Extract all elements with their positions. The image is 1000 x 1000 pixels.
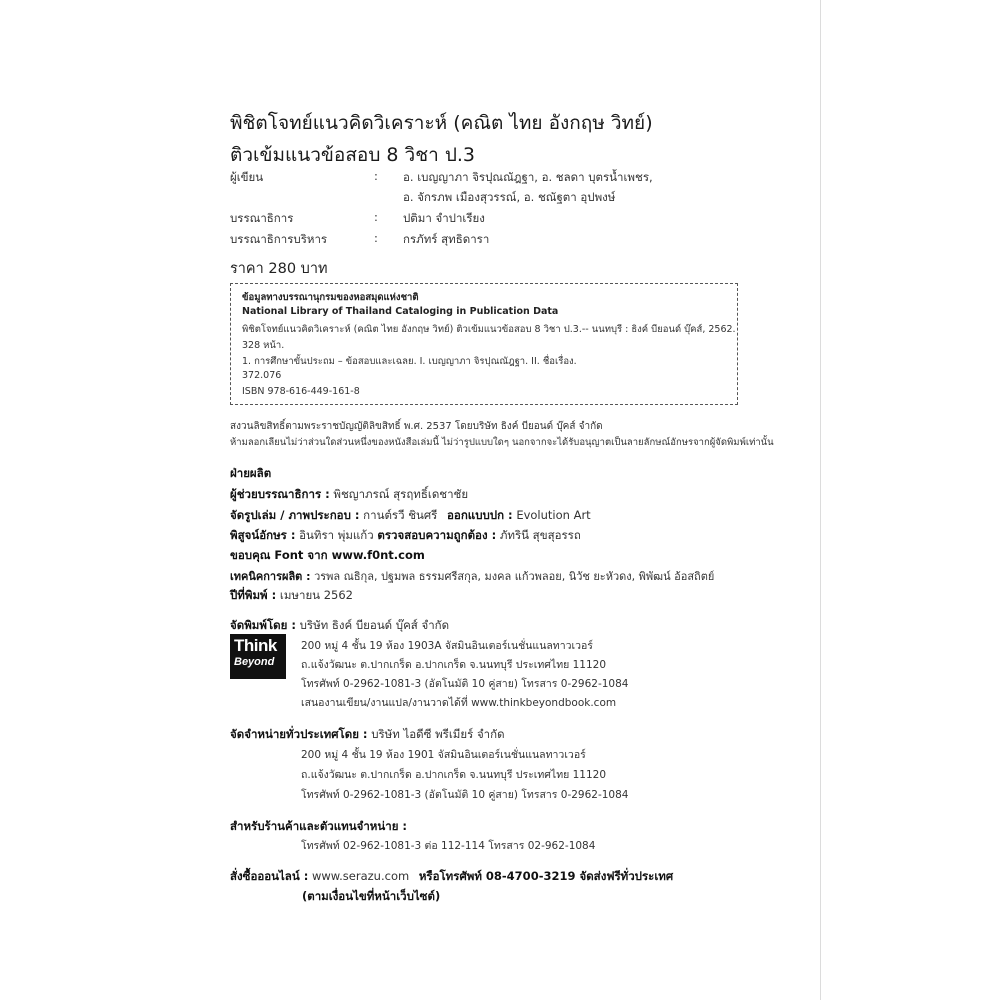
publisher-label: จัดพิมพ์โดย :: [230, 618, 296, 632]
distributor-phone: โทรศัพท์ 0-2962-1081-3 (อัตโนมัติ 10 คู่สาย) โทรสาร 0-2962-1084: [301, 789, 629, 801]
layout-value: กานต์รวี ชินศรี: [363, 508, 438, 522]
asst-editor-value: พิชญาภรณ์ สุรฤทธิ์เดชาชัย: [333, 487, 469, 501]
cip-line-2: 328 หน้า.: [242, 340, 285, 351]
asst-editor-label: ผู้ช่วยบรรณาธิการ :: [230, 487, 330, 501]
proof-row: [230, 527, 581, 545]
retail-row: [230, 818, 407, 836]
publisher-submit-info: เสนองานเขียน/งานแปล/งานวาดได้ที่ www.thinkbeyondbook.com: [301, 697, 617, 709]
layout-label: จัดรูปเล่ม / ภาพประกอบ :: [230, 508, 360, 522]
online-phone: หรือโทรศัพท์ 08-4700-3219 จัดส่งฟรีทั่วประเทศ: [418, 869, 674, 883]
cip-line-3: 1. การศึกษาขั้นประถม – ข้อสอบและเฉลย. I. เบญญาภา จิรปุณณัฎฐา. II. ชื่อเรื่อง.: [242, 356, 577, 367]
authors-line-2: อ. จักรภพ เมืองสุวรรณ์, อ. ชณัฐตา อุปพงษ์: [403, 190, 616, 204]
year-label: ปีที่พิมพ์ :: [230, 588, 277, 602]
exec-editor-separator: :: [374, 231, 378, 245]
distributor-row: [230, 726, 505, 744]
tech-label: เทคนิคการผลิต :: [230, 570, 311, 583]
online-note: (ตามเงื่อนไขที่หน้าเว็บไซต์): [302, 889, 441, 903]
online-row: [230, 868, 673, 886]
authors-label: ผู้เขียน: [230, 170, 264, 184]
editor-separator: :: [374, 210, 378, 224]
publisher-name: บริษัท ธิงค์ บียอนด์ บุ๊คส์ จำกัด: [299, 618, 450, 632]
cover-label: ออกแบบปก :: [447, 508, 513, 522]
font-thanks: ขอบคุณ Font จาก www.f0nt.com: [230, 548, 425, 562]
retail-label: สำหรับร้านค้าและตัวแทนจำหน่าย :: [230, 819, 408, 833]
check-label: ตรวจสอบความถูกต้อง :: [377, 528, 497, 542]
year-row: [230, 587, 353, 605]
copyright-line-2: ห้ามลอกเลียนไม่ว่าส่วนใดส่วนหนึ่งของหนังสือเล่มนี้ ไม่ว่ารูปแบบใดๆ นอกจากจะได้รับอนุญาตเป็นลายลักษณ์อักษรจากผู้จัดพิมพ์เท่านั้น: [230, 437, 774, 448]
editor-row: [230, 210, 690, 226]
publisher-address-1: 200 หมู่ 4 ชั้น 19 ห้อง 1903A จัสมินอินเตอร์เนชั่นแนลทาวเวอร์: [301, 640, 593, 652]
editor-value: ปติมา จำปาเรียง: [403, 211, 485, 225]
proof-label: พิสูจน์อักษร :: [230, 528, 296, 542]
authors-row: [230, 169, 690, 185]
retail-phone: โทรศัพท์ 02-962-1081-3 ต่อ 112-114 โทรสาร 02-962-1084: [301, 840, 596, 852]
exec-editor-label: บรรณาธิการบริหาร: [230, 232, 328, 246]
logo-text-think: Think: [234, 636, 277, 655]
cover-value: Evolution Art: [516, 508, 591, 522]
tech-row: [230, 567, 714, 585]
authors-line-1: อ. เบญญาภา จิรปุณณัฎฐา, อ. ชลดา บุตรน้ำเพชร,: [403, 170, 653, 184]
online-label: สั่งซื้อออนไลน์ :: [230, 869, 309, 883]
online-site: www.serazu.com: [311, 869, 410, 883]
distributor-address-2: ถ.แจ้งวัฒนะ ต.ปากเกร็ด อ.ปากเกร็ด จ.นนทบุรี ประเทศไทย 11120: [301, 769, 607, 781]
publisher-address-2: ถ.แจ้งวัฒนะ ต.ปากเกร็ด อ.ปากเกร็ด จ.นนทบุรี ประเทศไทย 11120: [301, 659, 607, 671]
book-title: พิชิตโจทย์แนวคิดวิเคราะห์ (คณิต ไทย อังกฤษ วิทย์): [230, 112, 653, 134]
copyright-line-1: สงวนลิขสิทธิ์ตามพระราชบัญญัติลิขสิทธิ์ พ.ศ. 2537 โดยบริษัท ธิงค์ บียอนด์ บุ๊คส์ จำกัด: [230, 421, 603, 432]
distributor-address-1: 200 หมู่ 4 ชั้น 19 ห้อง 1901 จัสมินอินเตอร์เนชั่นแนลทาวเวอร์: [301, 749, 586, 761]
year-value: เมษายน 2562: [279, 588, 353, 602]
asst-editor-row: [230, 486, 468, 504]
cip-line-1: พิชิตโจทย์แนวคิดวิเคราะห์ (คณิต ไทย อังกฤษ วิทย์) ติวเข้มแนวข้อสอบ 8 วิชา ป.3.-- นนทบุรี : ธิงค์ บียอนด์ บุ๊คส์, 2562.: [242, 324, 736, 335]
cip-line-5: ISBN 978-616-449-161-8: [242, 386, 360, 397]
cip-heading-th: ข้อมูลทางบรรณานุกรมของหอสมุดแห่งชาติ: [242, 292, 419, 303]
distributor-name: บริษัท ไอดีซี พรีเมียร์ จำกัด: [371, 727, 505, 741]
editor-label: บรรณาธิการ: [230, 211, 294, 225]
exec-editor-row: [230, 231, 690, 247]
production-heading: ฝ่ายผลิต: [230, 466, 272, 480]
distributor-label: จัดจำหน่ายทั่วประเทศโดย :: [230, 727, 368, 741]
proof-value: อินทิรา พุ่มแก้ว: [299, 528, 374, 542]
book-subtitle: ติวเข้มแนวข้อสอบ 8 วิชา ป.3: [230, 144, 476, 166]
check-value: ภัทรินี สุขสุอรรถ: [499, 528, 581, 542]
cip-box: [230, 283, 738, 405]
cip-heading-en: National Library of Thailand Cataloging in Publication Data: [242, 306, 559, 317]
tech-value: วรพล ณธิกุล, ปฐมพล ธรรมศรีสกุล, มงคล แก้วพลอย, นิวัช ยะหัวดง, พิพัฒน์ อ้อสถิตย์: [314, 570, 715, 583]
authors-separator: :: [374, 169, 378, 183]
publisher-phone: โทรศัพท์ 0-2962-1081-3 (อัตโนมัติ 10 คู่สาย) โทรสาร 0-2962-1084: [301, 678, 629, 690]
authors-row-2: [230, 189, 690, 205]
price: ราคา 280 บาท: [230, 261, 328, 277]
think-beyond-logo: [230, 634, 286, 679]
cip-line-4: 372.076: [242, 370, 282, 381]
publisher-row: [230, 617, 449, 635]
layout-row: [230, 507, 591, 525]
logo-text-beyond: Beyond: [234, 656, 275, 668]
exec-editor-value: กรภัทร์ สุทธิดารา: [403, 232, 490, 246]
page-edge-line: [820, 0, 821, 1000]
